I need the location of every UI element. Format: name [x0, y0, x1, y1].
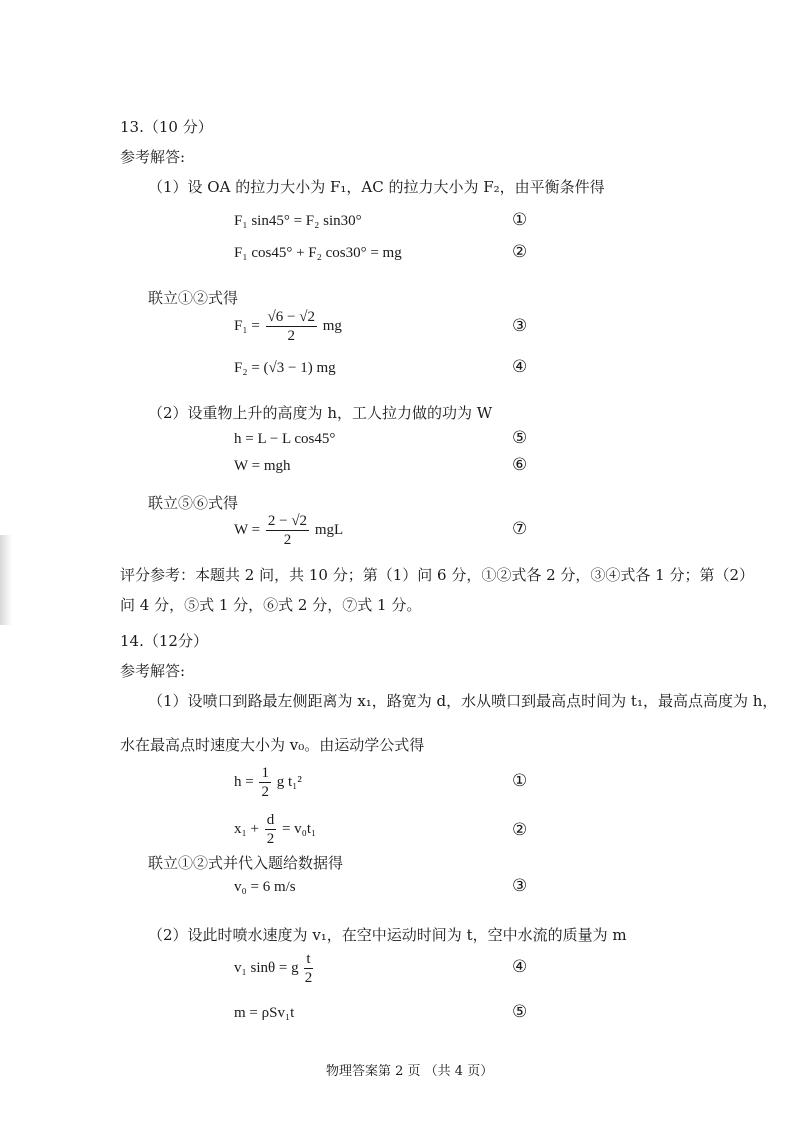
- q13-eq5: h = L − L cos45°: [234, 431, 336, 447]
- q14-marker-3: ③: [512, 876, 528, 896]
- q14-eq1: h = $\frac{1}{2}$ g t₁²: [234, 765, 302, 800]
- q13-part2-text: （2）设重物上升的高度为 h，工人拉力做的功为 W: [148, 404, 493, 422]
- q13-score-line2: 问 4 分，⑤式 1 分，⑥式 2 分，⑦式 1 分。: [120, 596, 422, 614]
- q13-eq3: F₁ = $\frac{√6 - √2}{2}$ mg: [234, 309, 342, 344]
- q13-eq7: W = $\frac{2 - √2}{2}$ mgL: [234, 513, 344, 548]
- q14-part2-text: （2）设此时喷水速度为 v₁，在空中运动时间为 t，空中水流的质量为 m: [148, 926, 627, 944]
- marker-6: ⑥: [512, 455, 528, 475]
- q14-part1-text-b: 水在最高点时速度大小为 v₀。由运动学公式得: [120, 736, 425, 754]
- q13-eq1: F₁ sin45° = F₂ sin30°: [234, 213, 362, 229]
- q13-score-line1: 评分参考：本题共 2 问，共 10 分；第（1）问 6 分，①②式各 2 分，③④式各 1 分；第（2）: [120, 566, 755, 584]
- marker-7: ⑦: [512, 519, 528, 539]
- q14-title: 14.（12分）: [120, 632, 208, 650]
- marker-2: ②: [512, 242, 528, 262]
- q13-title: 13.（10 分）: [120, 118, 213, 136]
- q14-eq1-fraction: $\frac{1}{2}$: [261, 765, 269, 800]
- q13-ref-label: 参考解答:: [120, 148, 186, 166]
- q13-combine1: 联立①②式得: [148, 289, 239, 307]
- q14-marker-5: ⑤: [512, 1002, 528, 1022]
- q13-eq3-fraction: $\frac{√6 - √2}{2}$: [267, 309, 315, 344]
- q14-eq2-fraction: $\frac{d}{2}$: [266, 812, 275, 847]
- q14-combine: 联立①②式并代入题给数据得: [148, 854, 344, 872]
- q13-part1-text: （1）设 OA 的拉力大小为 F₁，AC 的拉力大小为 F₂，由平衡条件得: [148, 178, 605, 196]
- marker-1: ①: [512, 210, 528, 230]
- q14-marker-2: ②: [512, 820, 528, 840]
- q13-eq2: F₁ cos45° + F₂ cos30° = mg: [234, 245, 402, 261]
- q14-marker-1: ①: [512, 771, 528, 791]
- q13-eq6: W = mgh: [234, 458, 291, 474]
- q14-eq3: v₀ = 6 m/s: [234, 879, 296, 895]
- marker-5: ⑤: [512, 428, 528, 448]
- q13-eq4: F₂ = (√3 − 1) mg: [234, 360, 336, 376]
- q14-part1-text-a: （1）设喷口到路最左侧距离为 x₁，路宽为 d，水从喷口到最高点时间为 t₁，最高点高度为 h，: [148, 692, 778, 710]
- q14-ref-label: 参考解答:: [120, 662, 186, 680]
- marker-4: ④: [512, 357, 528, 377]
- q14-eq5: m = ρSv₁t: [234, 1005, 295, 1021]
- scan-edge-shadow: [0, 535, 12, 625]
- q14-marker-4: ④: [512, 957, 528, 977]
- page-footer: 物理答案第 2 页 （共 4 页）: [326, 1064, 494, 1079]
- q14-eq4-fraction: $\frac{t}{2}$: [304, 951, 313, 986]
- marker-3: ③: [512, 316, 528, 336]
- q14-eq4: v₁ sinθ = g $\frac{t}{2}$: [234, 951, 313, 986]
- q14-eq2: x₁ + $\frac{d}{2}$ = v₀t₁: [234, 812, 317, 847]
- q13-combine2: 联立⑤⑥式得: [148, 494, 239, 512]
- q13-eq7-fraction: $\frac{2 - √2}{2}$: [267, 513, 308, 548]
